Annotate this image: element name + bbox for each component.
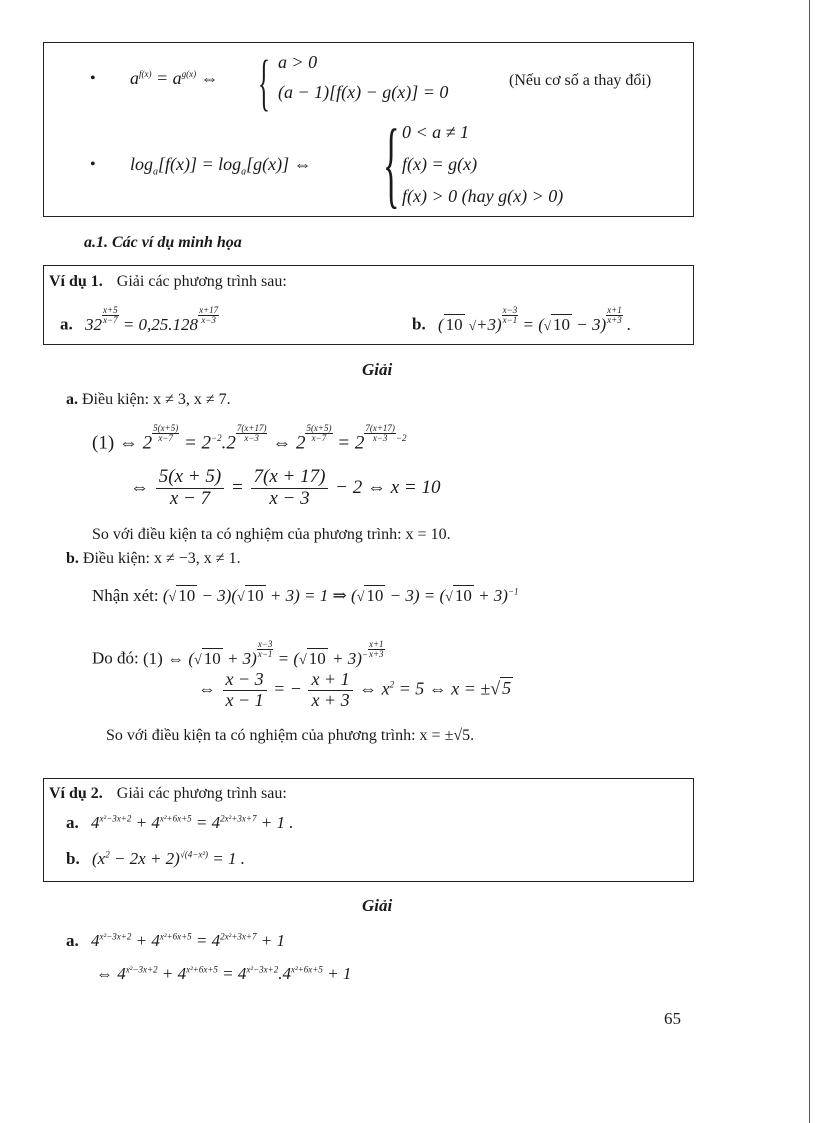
example2-part-b-label: b.	[66, 849, 80, 868]
solution2-title: Giải	[362, 896, 393, 915]
solution1-b-remark: Nhận xét: (√ 10 − 3)(√ 10 + 3) = 1 ⇒ (√ 10 − 3) = (√ 10 + 3)$^{-1}$	[92, 586, 519, 605]
example1-part-a-label: a.	[60, 314, 73, 334]
solution1-a-line2: ⇔ $\frac{5(x + 5)}{x - 7}$ = $\frac{7(x + 17)}{x - 3}$ − 2 ⇔ x = 10	[130, 466, 441, 509]
example1-prompt: Giải các phương trình sau:	[116, 273, 287, 290]
solution1-b-line1: Do đó: (1) ⇔ (√ 10 + 3) $\frac{x-3}{x-1}$ = (√ 10 + 3)− $\frac{x+1}{x+3}$	[92, 639, 384, 668]
solution2-a-line2: ⇔ $4^{x^2-3x+2} + 4^{x^2+6x+5} = 4^{x^2-3x+2}.4^{x^2+6x+5} + 1$	[96, 964, 352, 983]
solution1-a-condition: Điều kiện: x ≠ 3, x ≠ 7.	[82, 391, 231, 408]
section-heading: a.1. Các ví dụ minh họa	[84, 234, 242, 251]
example2-prompt: Giải các phương trình sau:	[116, 785, 287, 802]
example1-label: Ví dụ 1.	[49, 273, 103, 290]
solution1-a-label: a.	[66, 391, 78, 408]
condition-product-zero: (a − 1)[f(x) − g(x)] = 0	[278, 82, 449, 102]
solution1-a-conclusion: So với điều kiện ta có nghiệm của phương trình: x = 10.	[92, 526, 451, 543]
note-base-varies: (Nếu cơ số a thay đổi)	[509, 72, 652, 89]
condition-a-positive: a > 0	[278, 52, 318, 72]
condition-equal: f(x) = g(x)	[402, 154, 478, 174]
solution1-title: Giải	[362, 360, 393, 379]
bullet-logarithm: • $\log_a[f(x)] = \log_a[g(x)]$ ⇔ { 0 < a ≠ 1 f(x) = g(x) f(x) > 0 (hay g(x) > 0)	[90, 110, 564, 218]
condition-base-range: 0 < a ≠ 1	[402, 122, 470, 142]
solution1-b-label: b.	[66, 550, 79, 567]
page-number: 65	[664, 1009, 681, 1028]
solution2-a-line1: $4^{x^2-3x+2} + 4^{x^2+6x+5} = 4^{2x^2+3x+7} + 1$	[91, 931, 285, 950]
scan-edge	[809, 0, 810, 1123]
condition-positive: f(x) > 0 (hay g(x) > 0)	[402, 186, 564, 206]
example1-part-b-label: b.	[412, 314, 426, 334]
bullet-exponential: • $a^{f(x)} = a^{g(x)}$ ⇔ { a > 0 (a − 1)[f(x) − g(x)] = 0 (Nếu cơ số a thay đổi)	[90, 49, 652, 117]
solution1-b-conclusion: So với điều kiện ta có nghiệm của phương trình: x = ±√5.	[106, 727, 475, 744]
solution1-a-line1: (1) ⇔ 2 $\frac{5(x+5)}{x-7}$ = $2^{-2}.2$ $\frac{7(x+17)}{x-3}$ ⇔ 2 $\frac{5(x+5)}{x-7}$ = 2 $\frac{7(x+17)}{x-3}$ $^{-2}$	[92, 423, 407, 454]
solution1-b-condition: Điều kiện: x ≠ −3, x ≠ 1.	[82, 550, 241, 567]
example2-label: Ví dụ 2.	[49, 785, 103, 802]
solution1-b-line2: ⇔ $\frac{x - 3}{x - 1}$ = − $\frac{x + 1}{x + 3}$ ⇔ $x^2 = 5$ ⇔ x = ±√ 5	[198, 669, 512, 710]
solution2-a-label: a.	[66, 931, 79, 950]
example2-part-a-label: a.	[66, 813, 79, 832]
